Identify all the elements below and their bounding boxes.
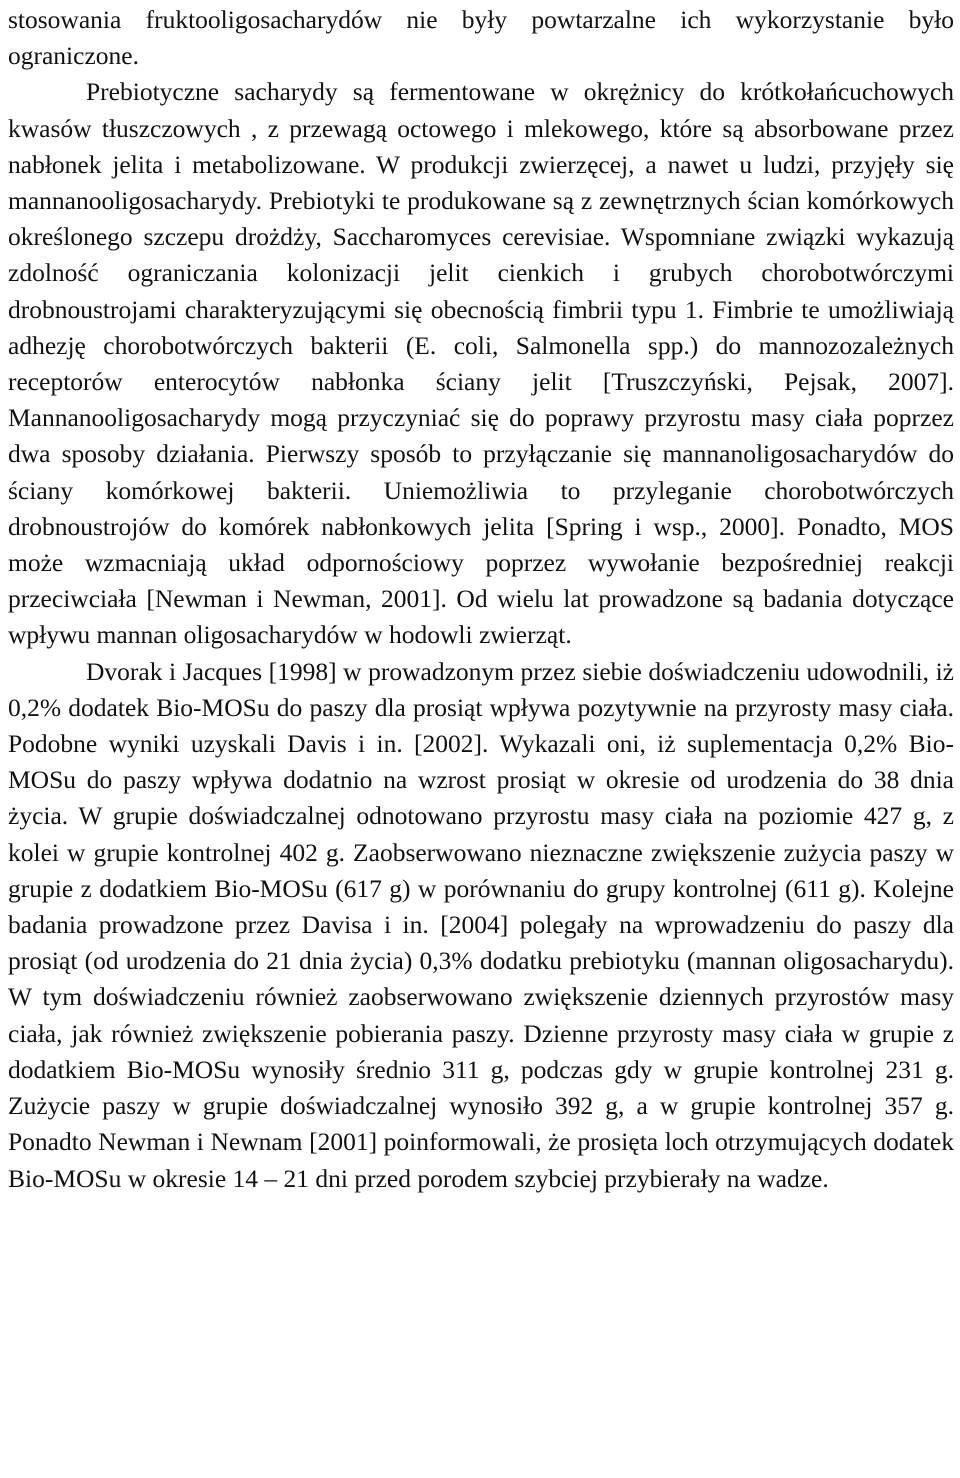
paragraph-dvorak-jacques-study: Dvorak i Jacques [1998] w prowadzonym przez siebie doświadczeniu udowodnili, iż 0,2% dodatek Bio-MOSu do paszy dla prosiąt wpływa pozytywnie na przyrosty masy ciała. Podobne wyniki uzyskali Davis i in. [2002]. Wykazali oni, iż suplementacja 0,2% Bio-MOSu do paszy wpływa dodatnio na wzrost prosiąt w okresie od urodzenia do 38 dnia życia. W grupie doświadczalnej odnotowano przyrostu masy ciała na poziomie 427 g, z kolei w grupie kontrolnej 402 g. Zaobserwowano nieznaczne zwiększenie zużycia paszy w grupie z dodatkiem Bio-MOSu (617 g) w porównaniu do grupy kontrolnej (611 g). Kolejne badania prowadzone przez Davisa i in. [2004] polegały na wprowadzeniu do paszy dla prosiąt (od urodzenia do 21 dnia życia) 0,3% dodatku prebiotyku (mannan oligosacharydu). W tym doświadczeniu również zaobserwowano zwiększenie dziennych przyrostów masy ciała, jak również zwiększenie pobierania paszy. Dzienne przyrosty masy ciała w grupie z dodatkiem Bio-MOSu wynosiły średnio 311 g, podczas gdy w grupie kontrolnej 231 g. Zużycie paszy w grupie doświadczalnej wynosiło 392 g, a w grupie kontrolnej 357 g. Ponadto Newman i Newnam [2001] poinformowali, że prosięta loch otrzymujących dodatek Bio-MOSu w okresie 14 – 21 dni przed porodem szybciej przybierały na wadze. xyxy=(8,656,954,1193)
paragraph-continuation: stosowania fruktooligosacharydów nie były powtarzalne ich wykorzystanie było ograniczone. xyxy=(8,5,954,71)
paragraph-prebiotic-saccharides: Prebiotyczne sacharydy są fermentowane w okrężnicy do krótkołańcuchowych kwasów tłuszczowych , z przewagą octowego i mlekowego, które są absorbowane przez nabłonek jelita i metabolizowane. W produkcji zwierzęcej, a nawet u ludzi, przyjęły się mannanooligosacharydy. Prebiotyki te produkowane są z zewnętrznych ścian komórkowych określonego szczepu drożdży, Saccharomyces cerevisiae. Wspomniane związki wykazują zdolność ograniczania kolonizacji jelit cienkich i grubych chorobotwórczymi drobnoustrojami charakteryzującymi się obecnością fimbrii typu 1. Fimbrie te umożliwiają adhezję chorobotwórczych bakterii (E. coli, Salmonella spp.) do mannozozależnych receptorów enterocytów nabłonka ściany jelit [Truszczyński, Pejsak, 2007]. Mannanooligosacharydy mogą przyczyniać się do poprawy przyrostu masy ciała poprzez dwa sposoby działania. Pierwszy sposób to przyłączanie się mannanoligosacharydów do ściany komórkowej bakterii. Uniemożliwia to przyleganie chorobotwórczych drobnoustrojów do komórek nabłonkowych jelita [Spring i wsp., 2000]. Ponadto, MOS może wzmacniają układ odpornościowy poprzez wywołanie bezpośredniej reakcji przeciwciała [Newman i Newman, 2001]. Od wielu lat prowadzone są badania dotyczące wpływu mannan oligosacharydów w hodowli zwierząt. xyxy=(8,77,954,650)
document-page xyxy=(8,2,954,1197)
